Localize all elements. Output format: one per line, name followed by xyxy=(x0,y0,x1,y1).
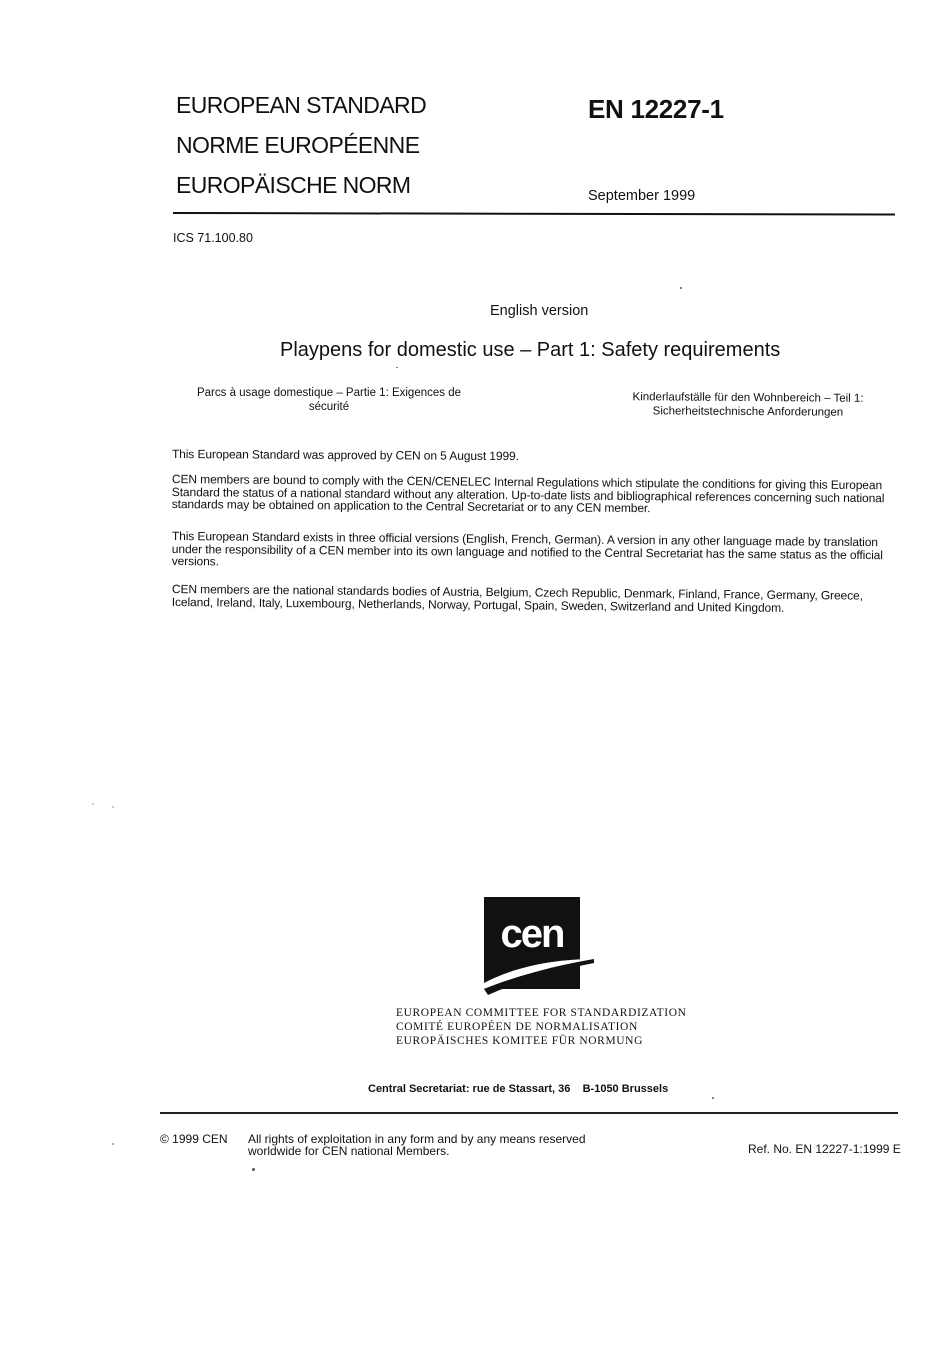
ics-code: ICS 71.100.80 xyxy=(173,231,253,245)
scan-speck xyxy=(712,1097,714,1099)
central-secretariat: Central Secretariat: rue de Stassart, 36 B-1050 Brussels xyxy=(368,1083,669,1095)
regulations-paragraph: CEN members are bound to comply with the CEN/CENELEC Internal Regulations which stipulate the conditions for giving this European Standard the status of a national standard without any alteration. Up-to-date lists and bibliographical references concerning such national standards may be obtained on application to the Central Secretariat or to any CEN member. xyxy=(171,472,885,516)
rights-statement: All rights of exploitation in any form and by any means reserved worldwide for CEN national Members. xyxy=(248,1132,586,1158)
cen-logo xyxy=(484,897,580,989)
org-name-en: EUROPEAN COMMITTEE FOR STANDARDIZATION xyxy=(396,1007,687,1019)
document-title: Playpens for domestic use – Part 1: Safety requirements xyxy=(280,339,781,361)
versions-paragraph: This European Standard exists in three official versions (English, French, German). A version in any other language made by translation under the responsibility of a CEN member into its own language and notified to the Central Secretariat has the same status as the official versions. xyxy=(171,529,883,569)
scan-speck xyxy=(680,287,682,289)
standard-title-en: EUROPEAN STANDARD xyxy=(176,92,427,118)
reference-number: Ref. No. EN 12227-1:1999 E xyxy=(748,1142,901,1156)
publication-date: September 1999 xyxy=(588,188,696,204)
standard-number: EN 12227-1 xyxy=(588,94,724,124)
scan-speck xyxy=(112,1143,114,1145)
scan-speck xyxy=(252,1168,255,1171)
org-name-de: EUROPÄISCHES KOMITEE FÜR NORMUNG xyxy=(396,1035,643,1047)
copyright-notice: © 1999 CEN xyxy=(160,1132,228,1146)
cen-logo-text: cen xyxy=(500,912,564,956)
language-version: English version xyxy=(490,303,589,319)
footer-rule xyxy=(160,1112,898,1114)
cen-logo-graphic xyxy=(484,897,594,997)
scan-speck xyxy=(92,803,94,805)
approval-statement: This European Standard was approved by CEN on 5 August 1999. xyxy=(171,447,519,464)
standard-title-fr: NORME EUROPÉENNE xyxy=(176,132,420,158)
standard-title-de: EUROPÄISCHE NORM xyxy=(176,172,411,198)
german-title: Kinderlaufställe für den Wohnbereich – Teil 1: Sicherheitstechnische Anforderungen xyxy=(632,391,864,419)
scan-speck xyxy=(112,806,114,808)
scan-speck xyxy=(396,367,398,368)
header-rule xyxy=(173,212,895,216)
org-name-fr: COMITÉ EUROPÉEN DE NORMALISATION xyxy=(396,1021,638,1033)
french-title: Parcs à usage domestique – Partie 1: Exigences de sécurité xyxy=(196,387,462,413)
members-paragraph: CEN members are the national standards bodies of Austria, Belgium, Czech Republic, Denmark, Finland, France, Germany, Greece, Iceland, Ireland, Italy, Luxembourg, Netherlands, Norway, Portugal, Spain, Sweden, Switzerland and United Kingdom. xyxy=(171,582,863,615)
